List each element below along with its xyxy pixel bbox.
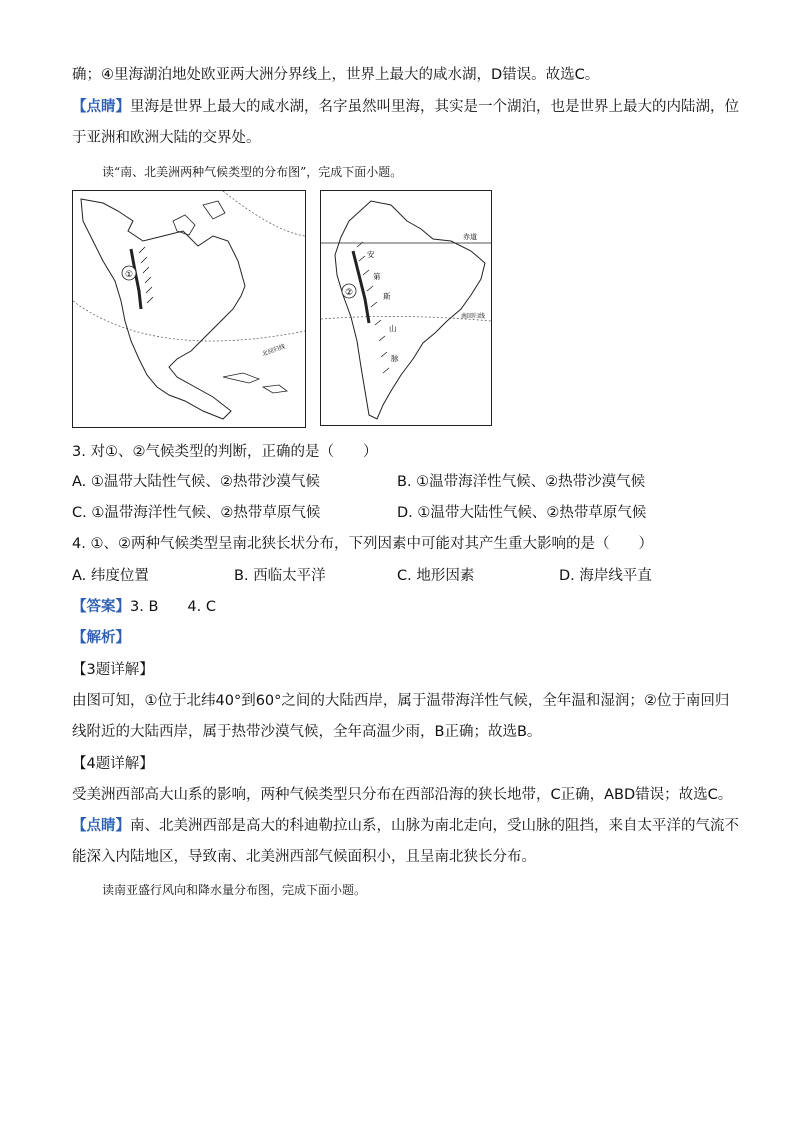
label-1: ① [124,270,134,280]
tropic-of-cancer-label: 北回归线 [261,343,287,358]
next-reading-intro: 读南亚盛行风向和降水量分布图，完成下面小题。 [102,883,367,897]
answer-line [72,597,216,617]
note-tag: 【点睛】 [72,99,130,115]
tropic-of-capricorn-label: 南回归线 [461,313,486,320]
andes-char-3: 斯 [383,292,391,301]
note-line-2: 于亚洲和欧洲大陆的交界处。 [72,130,261,146]
north-america-map [72,190,306,428]
q3-option-b: B. ①温带海洋性气候、②热带沙漠气候 [397,474,646,490]
answer-text: 3. B 4. C [130,599,216,615]
andes-char-5: 脉 [391,354,399,363]
q4-stem: 4. ①、②两种气候类型呈南北狭长状分布，下列因素中可能对其产生重大影响的是（ ） [72,536,653,552]
q4-option-d: D. 海岸线平直 [559,568,652,584]
detail3-line-2: 线附近的大陆西岸，属于热带沙漠气候，全年高温少雨，B正确；故选B。 [72,724,542,740]
label-2: ② [344,288,354,298]
q3-option-a: A. ①温带大陆性气候、②热带沙漠气候 [72,474,320,490]
equator-label: 赤道 [463,233,477,241]
q3-option-c: C. ①温带海洋性气候、②热带草原气候 [72,505,321,521]
detail3-tag: 【3题详解】 [72,662,154,678]
south-america-outline [321,191,491,425]
climate-maps [72,190,502,426]
q3-stem: 3. 对①、②气候类型的判断，正确的是（ ） [72,444,378,460]
reading-intro: 读“南、北美洲两种气候类型的分布图”，完成下面小题。 [102,165,403,179]
answer-tag: 【答案】 [72,599,130,615]
detail3-line-1: 由图可知，①位于北纬40°到60°之间的大陆西岸，属于温带海洋性气候，全年温和湿润；②位于南回归 [72,693,730,709]
text-line-1: 确；④里海湖泊地处欧亚两大洲分界线上，世界上最大的咸水湖，D错误。故选C。 [72,67,600,83]
note-line-1 [72,97,739,117]
detail4-line-1: 受美洲西部高大山系的影响，两种气候类型只分布在西部沿海的狭长地带，C正确，ABD错误；故选C。 [72,787,733,803]
note2-line-2: 能深入内陆地区，导致南、北美洲西部气候面积小，且呈南北狭长分布。 [72,849,536,865]
andes-char-4: 山 [389,324,397,333]
analysis-tag: 【解析】 [72,630,130,646]
note-text: 里海是世界上最大的咸水湖，名字虽然叫里海，其实是一个湖泊，也是世界上最大的内陆湖，位 [130,99,739,115]
andes-char-2: 第 [373,272,381,281]
andes-char-1: 安 [367,250,375,259]
note2-line-1 [72,816,739,836]
south-america-map [320,190,492,426]
note2-text: 南、北美洲西部是高大的科迪勒拉山系，山脉为南北走向，受山脉的阻挡，来自太平洋的气流不 [130,818,739,834]
detail4-tag: 【4题详解】 [72,756,154,772]
north-america-outline [73,191,305,427]
q4-option-a: A. 纬度位置 [72,568,149,584]
note2-tag: 【点睛】 [72,818,130,834]
q4-option-c: C. 地形因素 [397,568,475,584]
q3-option-d: D. ①温带大陆性气候、②热带草原气候 [397,505,647,521]
q4-option-b: B. 西临太平洋 [234,568,326,584]
